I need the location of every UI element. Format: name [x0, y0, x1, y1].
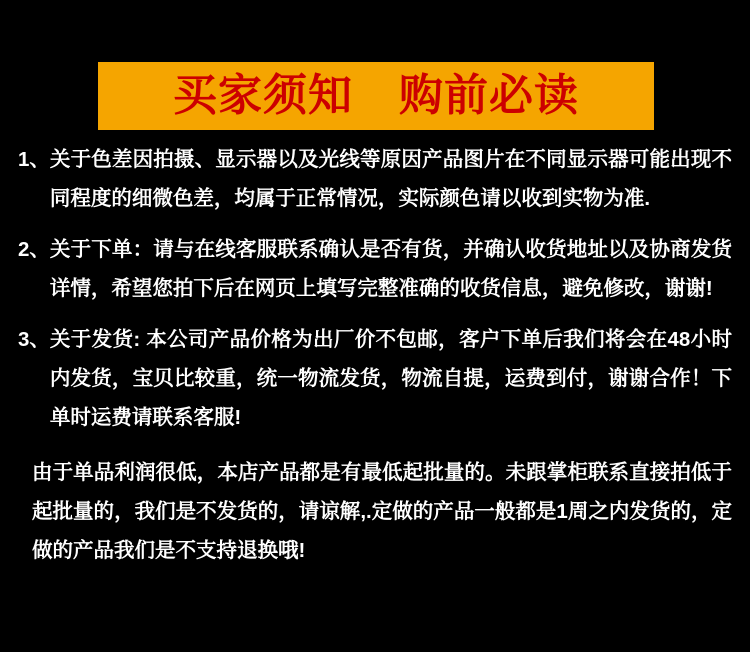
notice-content: [0, 140, 750, 582]
notice-item-2-text: 关于下单：请与在线客服联系确认是否有货，并确认收货地址以及协商发货详情，希望您拍下后在网页上填写完整准确的收货信息，避免修改，谢谢!: [49, 238, 732, 300]
notice-item-2-marker: 2、: [18, 238, 50, 261]
notice-item-1-marker: 1、: [18, 148, 50, 171]
notice-footer-note: [18, 453, 732, 570]
notice-item-3-marker: 3、: [18, 328, 50, 351]
banner-title-right: 购前必读: [399, 71, 579, 120]
notice-footer-note-text: 由于单品利润很低，本店产品都是有最低起批量的。未跟掌柜联系直接拍低于起批量的，我们是不发货的，请谅解,.定做的产品一般都是1周之内发货的，定做的产品我们是不支持退换哦!: [32, 461, 732, 562]
notice-item-1-text: 关于色差因拍摄、显示器以及光线等原因产品图片在不同显示器可能出现不同程度的细微色差，均属于正常情况，实际颜色请以收到实物为准.: [49, 148, 732, 210]
notice-item-3-text: 关于发货: 本公司产品价格为出厂价不包邮，客户下单后我们将会在48小时内发货，宝贝比较重，统一物流发货，物流自提，运费到付，谢谢合作！下单时运费请联系客服!: [49, 328, 732, 429]
banner-inner: [173, 72, 579, 120]
notice-banner: [98, 62, 654, 130]
banner-title-left: 买家须知: [173, 71, 353, 120]
notice-item-3: [18, 320, 732, 437]
notice-item-2: [18, 230, 732, 308]
notice-item-1: [18, 140, 732, 218]
